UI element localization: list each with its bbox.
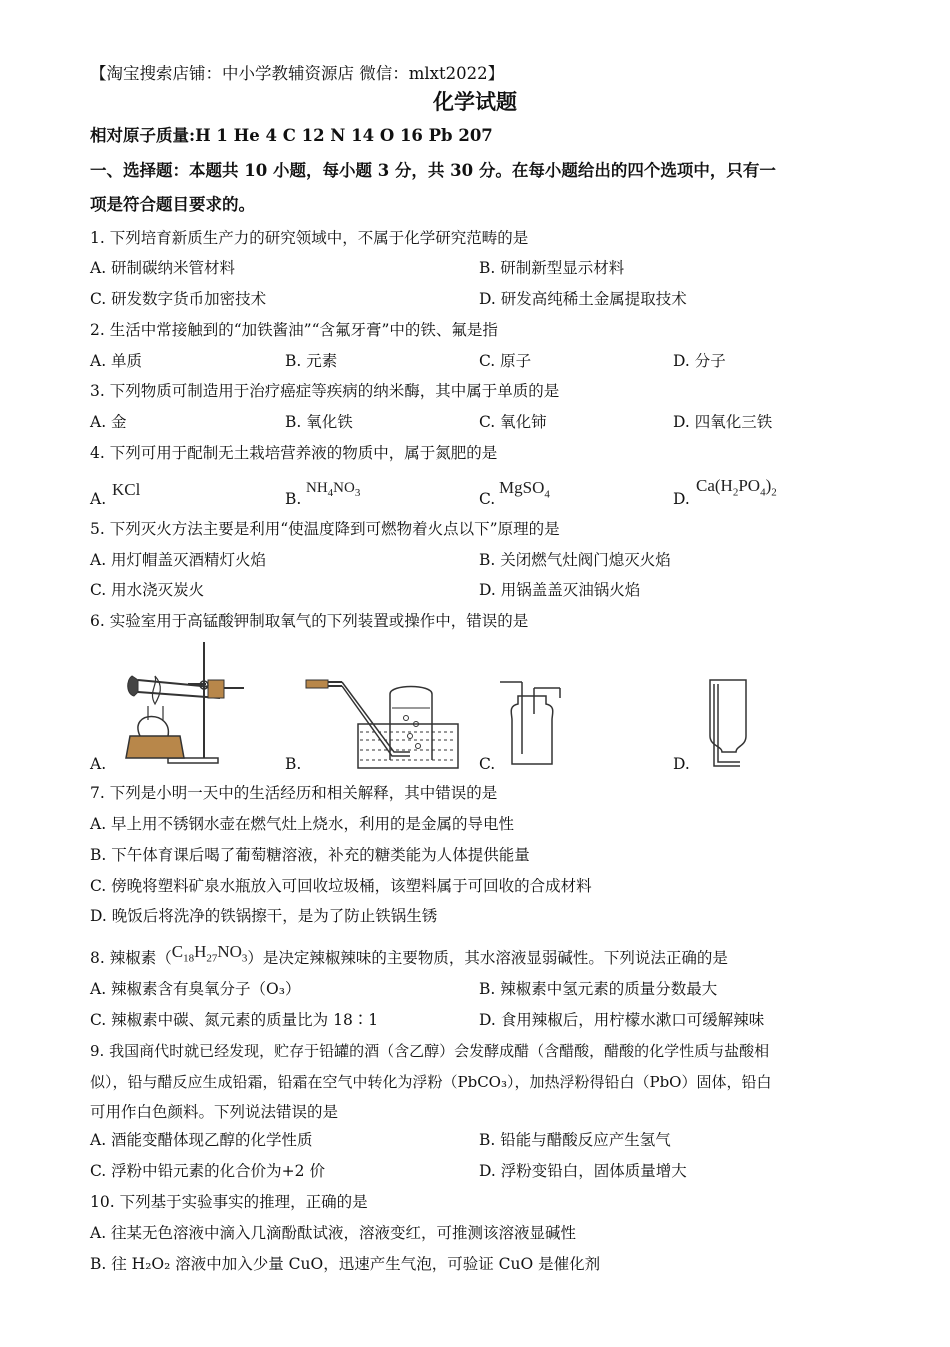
q9-option-d[interactable]: D. 浮粉变铅白，固体质量增大	[479, 1162, 687, 1180]
q8-stem: 8. 辣椒素$(C_{18}H_{27}NO_3)$是决定辣椒辣味的主要物质，其水溶液显弱碱性。下列说法正确的是	[90, 942, 728, 967]
q4-formula-b: $NH_4NO_3$	[306, 480, 361, 499]
apparatus-c-gas-bottle	[498, 674, 564, 770]
q5-option-a[interactable]: A. 用灯帽盖灭酒精灯火焰	[90, 551, 267, 569]
q4-option-c[interactable]: C.	[479, 490, 496, 508]
q4-option-b[interactable]: B.	[285, 490, 302, 508]
q5-stem: 5. 下列灭火方法主要是利用“使温度降到可燃物着火点以下”原理的是	[90, 520, 560, 538]
atomic-masses: 相对原子质量:H 1 He 4 C 12 N 14 O 16 Pb 207	[90, 126, 493, 145]
q3-stem: 3. 下列物质可制造用于治疗癌症等疾病的纳米酶，其中属于单质的是	[90, 382, 560, 400]
apparatus-b-water-collection	[302, 672, 462, 772]
q4-formula-a: KCl	[112, 480, 141, 499]
q1-option-a[interactable]: A. 研制碳纳米管材料	[90, 259, 236, 277]
q9-option-a[interactable]: A. 酒能变醋体现乙醇的化学性质	[90, 1131, 313, 1149]
section-heading: 一、选择题：本题共 10 小题，每小题 3 分，共 30 分。在每小题给出的四个选项中，只有一	[90, 161, 776, 180]
apparatus-a-heating	[108, 640, 248, 770]
q6-option-a[interactable]: A.	[90, 755, 107, 773]
q2-option-d[interactable]: D. 分子	[673, 352, 726, 370]
section-heading-cont: 项是符合题目要求的。	[90, 195, 255, 214]
q8-formula: $C_{18}H_{27}NO_3$	[171, 942, 248, 965]
q2-option-b[interactable]: B. 元素	[285, 352, 338, 370]
banner: 【淘宝搜索店铺：中小学教辅资源店 微信：mlxt2022】	[90, 64, 505, 83]
q1-option-d[interactable]: D. 研发高纯稀土金属提取技术	[479, 290, 687, 308]
q1-option-c[interactable]: C. 研发数字货币加密技术	[90, 290, 267, 308]
q7-option-c[interactable]: C. 傍晚将塑料矿泉水瓶放入可回收垃圾桶，该塑料属于可回收的合成材料	[90, 877, 592, 895]
q9-stem-line3: 可用作白色颜料。下列说法错误的是	[90, 1103, 339, 1121]
q7-option-a[interactable]: A. 早上用不锈钢水壶在燃气灶上烧水，利用的是金属的导电性	[90, 815, 515, 833]
q9-stem-line1: 9. 我国商代时就已经发现，贮存于铅罐的酒（含乙醇）会发酵成醋（含醋酸，醋酸的化学性质与盐酸相	[90, 1042, 770, 1060]
q2-option-c[interactable]: C. 原子	[479, 352, 532, 370]
q9-option-b[interactable]: B. 铅能与醋酸反应产生氢气	[479, 1131, 671, 1149]
q4-option-d[interactable]: D.	[673, 490, 690, 508]
q7-stem: 7. 下列是小明一天中的生活经历和相关解释，其中错误的是	[90, 784, 498, 802]
q4-option-a[interactable]: A.	[90, 490, 107, 508]
q5-option-d[interactable]: D. 用锅盖盖灭油锅火焰	[479, 581, 641, 599]
q3-option-b[interactable]: B. 氧化铁	[285, 413, 353, 431]
q7-option-d[interactable]: D. 晚饭后将洗净的铁锅擦干，是为了防止铁锅生锈	[90, 907, 438, 925]
q8-option-c[interactable]: C. 辣椒素中碳、氮元素的质量比为 18∶1	[90, 1011, 379, 1029]
q4-stem: 4. 下列可用于配制无土栽培营养液的物质中，属于氮肥的是	[90, 444, 498, 462]
q9-stem-line2: 似），铅与醋反应生成铅霜，铅霜在空气中转化为浮粉（PbCO₃），加热浮粉得铅白（PbO）固体，铅白	[90, 1073, 772, 1091]
q3-option-a[interactable]: A. 金	[90, 413, 127, 431]
page-title: 化学试题	[433, 89, 517, 114]
q6-option-d[interactable]: D.	[673, 755, 690, 773]
q8-option-a[interactable]: A. 辣椒素含有臭氧分子（O₃）	[90, 980, 301, 998]
q5-option-c[interactable]: C. 用水浇灭炭火	[90, 581, 205, 599]
q9-option-c[interactable]: C. 浮粉中铅元素的化合价为+2 价	[90, 1162, 325, 1180]
q10-stem: 10. 下列基于实验事实的推理，正确的是	[90, 1193, 368, 1211]
q10-option-b[interactable]: B. 往 H₂O₂ 溶液中加入少量 CuO，迅速产生气泡，可验证 CuO 是催化剂	[90, 1255, 601, 1273]
q8-option-b[interactable]: B. 辣椒素中氢元素的质量分数最大	[479, 980, 718, 998]
q2-option-a[interactable]: A. 单质	[90, 352, 143, 370]
q3-option-c[interactable]: C. 氧化铈	[479, 413, 547, 431]
q6-option-c[interactable]: C.	[479, 755, 496, 773]
q2-stem: 2. 生活中常接触到的“加铁酱油”“含氟牙膏”中的铁、氟是指	[90, 321, 498, 339]
q6-option-b[interactable]: B.	[285, 755, 302, 773]
q4-formula-d: $Ca(H_2PO_4)_2$	[696, 476, 777, 499]
q5-option-b[interactable]: B. 关闭燃气灶阀门熄灭火焰	[479, 551, 671, 569]
q10-option-a[interactable]: A. 往某无色溶液中滴入几滴酚酞试液，溶液变红，可推测该溶液显碱性	[90, 1224, 577, 1242]
q1-option-b[interactable]: B. 研制新型显示材料	[479, 259, 625, 277]
q6-stem: 6. 实验室用于高锰酸钾制取氧气的下列装置或操作中，错误的是	[90, 612, 529, 630]
apparatus-d-inverted-bottle	[692, 676, 752, 772]
q8-option-d[interactable]: D. 食用辣椒后，用柠檬水漱口可缓解辣味	[479, 1011, 765, 1029]
q4-formula-c: MgSO$_4$	[499, 478, 550, 501]
q1-stem: 1. 下列培育新质生产力的研究领域中，不属于化学研究范畴的是	[90, 229, 529, 247]
q3-option-d[interactable]: D. 四氧化三铁	[673, 413, 773, 431]
q7-option-b[interactable]: B. 下午体育课后喝了葡萄糖溶液，补充的糖类能为人体提供能量	[90, 846, 530, 864]
